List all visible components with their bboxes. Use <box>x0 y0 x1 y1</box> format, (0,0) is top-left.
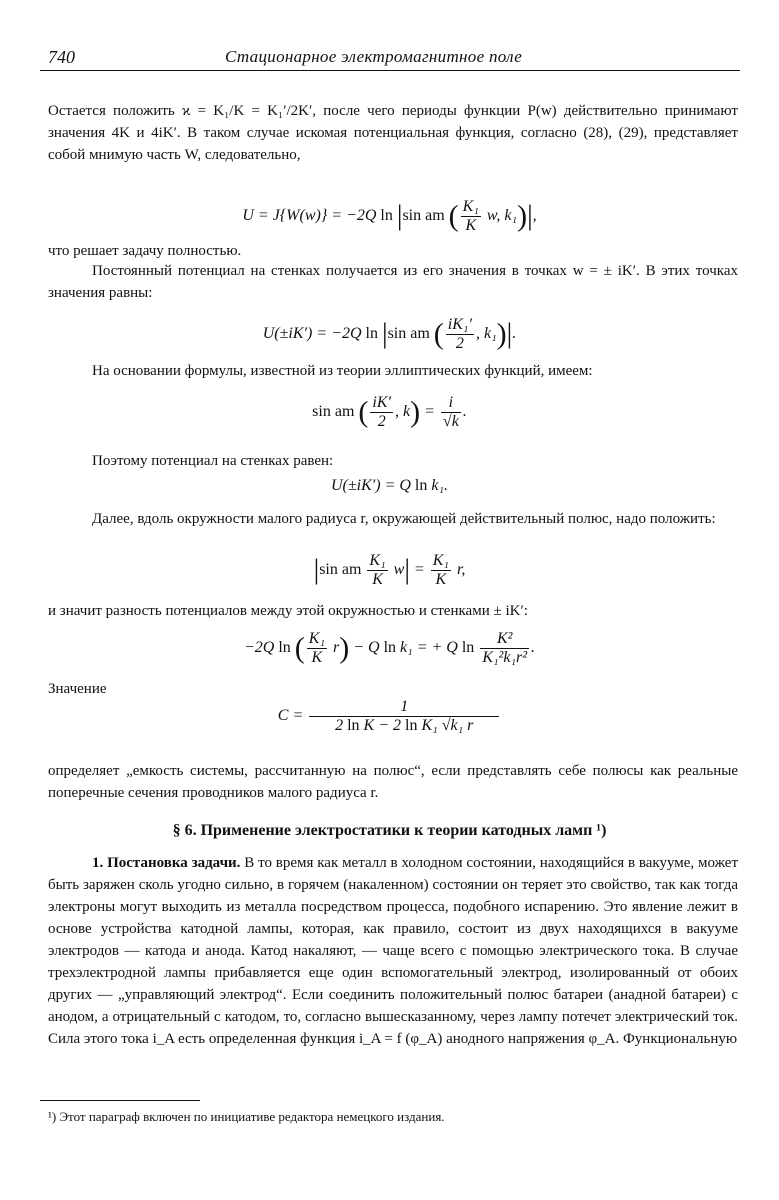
paragraph-10 <box>48 852 738 1050</box>
equation-u-lnk: U(±iK′) = Q ln k₁. <box>330 477 449 494</box>
footnote: ¹) Этот параграф включен по инициативе редактора немецкого издания. <box>48 1109 445 1124</box>
page-number: 740 <box>48 47 75 67</box>
subsection-title: 1. Постановка задачи. <box>92 855 241 871</box>
paragraph-6: Далее, вдоль окружности малого радиуса r, окружающей действительный полюс, надо положить: <box>92 511 716 527</box>
section-title: § 6. Применение электростатики к теории катодных ламп ¹) <box>172 822 607 839</box>
paragraph-1: Остается положить ϰ = K₁/K = K₁′/2K′, после чего периоды функции P(w) действительно принимают значения 4K и 4iK′. В таком случае искомая потенциальная функция, согласно (28), (29), представляет собой мнимую часть W, следовательно, <box>48 103 738 163</box>
paragraph-4: На основании формулы, известной из теории эллиптических функций, имеем: <box>92 363 593 379</box>
running-title: Стационарное электромагнитное поле <box>225 47 523 66</box>
equation-circle: |sin am $\frac{\text{K₁}}{K}$ w| = $\frac{\text{K₁}}{K}$ r, <box>313 552 466 588</box>
equation-sin-am: sin am ( $\frac{iK'}{2}$ , k) = $\frac{i}{√k}$ . <box>312 394 467 430</box>
equation-capacity: C = $\frac{1}{\text{2 ln K − 2 ln K₁ √k₁ r}}$ <box>0 698 779 735</box>
paragraph-2: что решает задачу полностью. <box>48 243 242 259</box>
paragraph-5: Поэтому потенциал на стенках равен: <box>92 453 334 469</box>
equation-u-ik: U(±iK′) = −2Q ln |sin am ( $\frac{\text{iK₁′}}{2}$ , k₁)|. <box>262 316 517 352</box>
paragraph-3: Постоянный потенциал на стенках получается из его значения в точках w = ± iK′. В этих точках значения равны: <box>48 263 738 301</box>
paragraph-7: и значит разность потенциалов между этой окружностью и стенками ± iK′: <box>48 603 528 619</box>
page-header <box>40 44 740 71</box>
paragraph-9: определяет „емкость системы, рассчитанную на полюс“, если представлять себе полюсы как реальные поперечные сечения проводников малого радиуса r. <box>48 763 738 801</box>
equation-u-w: U = J{W(w)} = −2Q ln |sin am ( $\frac{\text{K₁}}{K}$ w, k₁)|, <box>242 198 537 234</box>
equation-potential-difference: −2Q ln ( $\frac{\text{K₁}}{K}$ r) − Q ln k₁ = + Q ln $\frac{\text{K²}}{\text{K₁²k₁r²}}$ . <box>243 630 536 666</box>
paragraph-10-text: В то время как металл в холодном состоянии, находящийся в вакууме, может быть заряжен сколь угодно сильно, в горячем (накаленном) состоянии он теряет это свойство, так как тогда электроны могут выходить из металла посредством процесса, подобного испарению. Это явление лежит в основе устройства катодной лампы, которая, как правило, состоит из двух находящихся в вакууме электродов — катода и анода. Катод накаляют, — чаще всего с помощью электрического тока. В случае трехэлектродной лампы прибавляется еще один вспомогательный электрод, изолированный от обоих других — „управляющий электрод“. Если соединить положительный полюс батареи (анадной батареи) с анодом, а отрицательный с катодом, то, согласно вышесказанному, через лампу потечет электрический ток. Сила этого тока i_A есть определенная функция i_A = f (φ_A) анодного напряжения φ_A. Функциональную <box>48 855 738 1047</box>
paragraph-8: Значение <box>48 681 107 697</box>
footnote-rule <box>40 1100 200 1101</box>
